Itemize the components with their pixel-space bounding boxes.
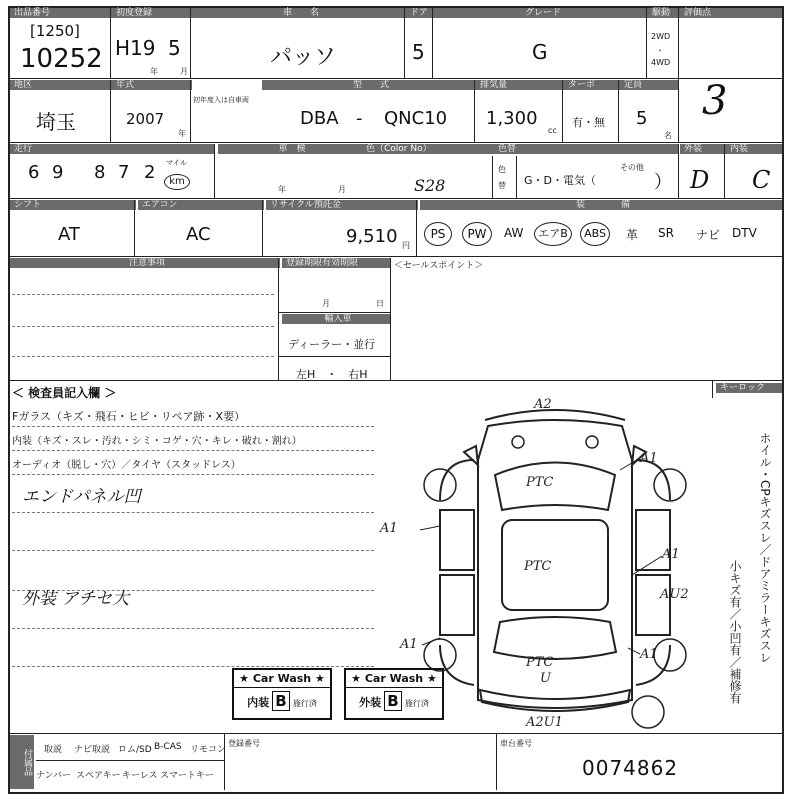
header-recycle: リサイクル預託金	[266, 200, 418, 210]
row-line	[278, 312, 390, 313]
badge-title: ★ Car Wash ★	[234, 672, 330, 688]
model-year-unit: 年	[178, 129, 186, 138]
header-score: 評価点	[680, 8, 782, 18]
equip-ps: PS	[424, 222, 452, 246]
row-line	[8, 733, 782, 734]
accessory-row-1	[36, 738, 227, 758]
first-reg-nen: 年	[150, 67, 158, 76]
damage-pointer	[420, 526, 440, 530]
header-notes: 注意事項	[10, 258, 280, 268]
inspection-nen: 年	[278, 185, 286, 194]
header-keylock: キーロック	[716, 383, 782, 393]
right-rear-door	[636, 575, 670, 635]
equip-navi: ナビ	[696, 228, 721, 242]
model-code: QNC10	[384, 108, 448, 129]
col-line	[190, 8, 191, 78]
drive-dot: ・	[656, 46, 664, 55]
header-doors: ドア	[406, 8, 434, 18]
col-line	[110, 8, 111, 78]
header-interior: 内装	[726, 144, 782, 154]
reg-expiry-tsuki: 月	[322, 299, 330, 308]
aircon: AC	[186, 224, 211, 245]
damage-mark: A1	[640, 451, 658, 466]
equip-pw: PW	[462, 222, 492, 246]
mileage-digit: 2	[144, 162, 156, 183]
col-line	[390, 258, 391, 380]
col-line	[278, 258, 279, 380]
accessory-item: キーレス	[122, 771, 158, 781]
inspector-audio: オーディオ（脱し・穴）／タイヤ（スタッドレス）	[12, 460, 241, 471]
reg-number-label: 登録番号	[228, 739, 260, 748]
note-line	[12, 474, 374, 475]
headlight-left	[512, 436, 524, 448]
car-wash-badge-exterior	[344, 668, 444, 720]
header-inspection: 車 検	[218, 144, 362, 154]
roof	[502, 520, 608, 610]
mileage-unit: km	[164, 174, 190, 190]
header-color-change: 色替	[494, 144, 678, 154]
col-line	[134, 200, 135, 256]
accessory-item: B-CAS	[154, 742, 182, 752]
equip-airbag: エアB	[534, 222, 572, 246]
damage-mark: PTC	[524, 559, 552, 574]
badge-grade: B	[384, 691, 401, 711]
damage-mark: PTC	[526, 655, 554, 670]
header-aircon: エアコン	[138, 200, 264, 210]
damage-pointer	[628, 648, 640, 654]
color-code: S28	[414, 176, 446, 195]
note-line	[12, 326, 274, 327]
recycle-value: 9,510	[346, 226, 398, 247]
note-line	[12, 666, 374, 667]
grade: G	[532, 40, 548, 64]
damage-mark: A2	[534, 397, 552, 412]
first-reg-tsuki: 月	[180, 67, 188, 76]
header-turbo: ターボ	[564, 80, 620, 90]
col-line	[432, 8, 433, 78]
displacement-unit: cc	[548, 126, 557, 135]
import-handle: 左H ・ 右H	[296, 368, 368, 381]
inspector-note-1: エンドパネル凹	[22, 487, 141, 507]
note-line	[12, 294, 274, 295]
note-line	[12, 628, 374, 629]
interior-grade: C	[752, 166, 771, 194]
accessory-item: ナンバー	[36, 771, 71, 781]
badge-kind: 外装	[359, 696, 382, 709]
header-area: 地区	[10, 80, 112, 90]
equip-sr: SR	[658, 226, 674, 240]
turbo: 有・無	[572, 116, 605, 129]
header-lot: 出品番号	[10, 8, 112, 18]
note-line	[12, 450, 374, 451]
color-label-top: 色	[498, 165, 506, 174]
headlight-right	[586, 436, 598, 448]
accessory-item: リモコン	[190, 745, 227, 755]
left-front-door	[440, 510, 474, 570]
car-wash-badge-interior	[232, 668, 332, 720]
inspector-interior: 内装（キズ・スレ・汚れ・シミ・コゲ・穴・キレ・破れ・割れ）	[12, 436, 302, 447]
color-options: G・D・電気（	[524, 174, 596, 187]
damage-mark: A1	[400, 637, 418, 652]
reg-expiry-hi: 日	[376, 299, 384, 308]
left-front-fender	[440, 460, 474, 500]
header-seats: 定員	[620, 80, 678, 90]
model-prefix: DBA	[300, 108, 339, 129]
model-year: 2007	[126, 110, 165, 128]
inspector-note-2: 外装 アチセ大	[22, 589, 130, 609]
equipment-row	[418, 212, 780, 256]
col-line	[678, 8, 679, 142]
col-line	[416, 200, 417, 256]
col-line	[404, 8, 405, 78]
spare-wheel	[632, 696, 664, 728]
side-note-col1: ホイル・CPキズスレ／ドアミラーキズスレ	[758, 432, 772, 664]
header-displacement: 排気量	[476, 80, 564, 90]
first-reg-month: 5	[168, 36, 181, 60]
lot-number: 10252	[20, 44, 103, 74]
side-note-col2: 小キズ有／小凹有／補修有	[728, 560, 742, 704]
mileage-unit-top: マイル	[166, 159, 187, 167]
col-line	[562, 80, 563, 142]
accessory-item: スペアキー	[76, 771, 121, 781]
score-value: 3	[702, 78, 728, 124]
note-line	[12, 426, 374, 427]
lot-prefix: [1250]	[30, 22, 80, 40]
color-other: その他	[620, 163, 644, 172]
damage-pointer	[422, 638, 440, 645]
note-line	[12, 550, 374, 551]
doors: 5	[412, 40, 425, 64]
header-car-name: 車 名	[192, 8, 406, 18]
col-line	[712, 380, 713, 398]
first-reg-year: H19	[115, 36, 156, 60]
model-year-note: 初年度入は自車両	[193, 96, 249, 104]
inspection-tsuki: 月	[338, 185, 346, 194]
accessory-item: 取説	[44, 745, 63, 755]
col-line	[474, 80, 475, 142]
badge-title: ★ Car Wash ★	[346, 672, 442, 688]
row-line	[8, 78, 782, 79]
chassis-number: 0074862	[582, 756, 679, 780]
badge-status: 施行済	[292, 699, 317, 708]
col-line	[646, 8, 647, 78]
damage-mark: PTC	[526, 475, 554, 490]
exterior-grade: D	[690, 166, 710, 194]
header-sales-point: ＜セールスポイント＞	[394, 261, 484, 271]
accessory-item: スマートキー	[160, 771, 214, 781]
area: 埼玉	[36, 110, 76, 134]
equip-abs: ABS	[580, 222, 610, 246]
damage-mark: A2U1	[526, 715, 563, 730]
row-line	[36, 760, 224, 761]
col-line	[618, 80, 619, 142]
left-rear-door	[440, 575, 474, 635]
mileage-digit: 9	[52, 162, 64, 183]
damage-mark: A1	[640, 647, 658, 662]
header-reg-expiry: 登録期限有効期限	[282, 258, 390, 268]
header-color: 色（Color No）	[362, 144, 494, 154]
inspector-glass: Fガラス（キズ・飛石・ヒビ・リペア跡・X要）	[12, 410, 246, 423]
col-line	[724, 144, 725, 198]
damage-mark: A1	[662, 547, 680, 562]
import-dealer: ディーラー・並行	[288, 338, 376, 351]
badge-status: 施行済	[404, 699, 429, 708]
equip-dtv: DTV	[732, 226, 757, 240]
damage-mark: A1	[380, 521, 398, 536]
header-model-year: 年式	[112, 80, 192, 90]
mileage-digit: 8	[94, 162, 106, 183]
seats: 5	[636, 108, 648, 129]
col-line	[214, 144, 215, 198]
mileage-digit: 6	[28, 162, 40, 183]
damage-mark: AU2	[660, 587, 689, 602]
header-grade: グレード	[434, 8, 648, 18]
accessory-item: ナビ取説	[74, 745, 111, 755]
col-line	[492, 156, 493, 198]
chassis-number-label: 車台番号	[500, 739, 532, 748]
row-line	[8, 380, 782, 381]
row-line	[278, 356, 390, 357]
note-line	[12, 356, 274, 357]
header-shift: シフト	[10, 200, 136, 210]
col-line	[110, 80, 111, 142]
model-dash: -	[356, 108, 363, 129]
header-exterior: 外装	[680, 144, 726, 154]
row-line	[8, 142, 782, 143]
accessory-row-2	[36, 764, 224, 784]
front-bumper	[485, 410, 625, 420]
note-line	[12, 512, 374, 513]
rear-window	[494, 617, 616, 659]
badge-grade: B	[272, 691, 289, 711]
right-front-fender	[636, 460, 670, 500]
color-label-bottom: 替	[498, 181, 506, 190]
drive-4wd: 4WD	[651, 58, 671, 67]
row-line	[8, 198, 782, 199]
left-mirror	[464, 446, 478, 465]
header-import: 輸入車	[282, 314, 390, 324]
row-line	[8, 256, 782, 257]
shift: AT	[58, 224, 80, 245]
equip-leather: 革	[626, 228, 639, 242]
windshield	[495, 463, 615, 511]
header-first-reg: 初度登録	[112, 8, 192, 18]
header-drive: 駆動	[648, 8, 680, 18]
damage-pointer	[620, 458, 640, 470]
mileage-digit: 7	[118, 162, 130, 183]
col-line	[516, 156, 517, 198]
equip-aw: AW	[504, 226, 524, 240]
displacement: 1,300	[486, 108, 538, 129]
col-line	[678, 144, 679, 198]
car-name: パッソ	[270, 45, 337, 70]
header-mileage: 走行	[10, 144, 214, 154]
header-inspector: ＜ 検査員記入欄 ＞	[12, 386, 117, 400]
badge-kind: 内装	[247, 696, 270, 709]
accessory-item: ロム/SD	[118, 745, 152, 755]
recycle-unit: 円	[402, 241, 410, 250]
seats-unit: 名	[664, 131, 672, 140]
header-model-code: 型 式	[262, 80, 476, 90]
damage-mark: U	[540, 671, 551, 686]
header-equipment: 装 備	[420, 200, 782, 210]
col-line	[262, 200, 263, 256]
col-line	[190, 80, 191, 142]
drive-2wd: 2WD	[651, 32, 671, 41]
col-line	[496, 733, 497, 790]
left-rear-fender	[440, 645, 474, 685]
footer-side-label: 付属品	[10, 735, 34, 789]
color-close: ）	[654, 172, 672, 193]
